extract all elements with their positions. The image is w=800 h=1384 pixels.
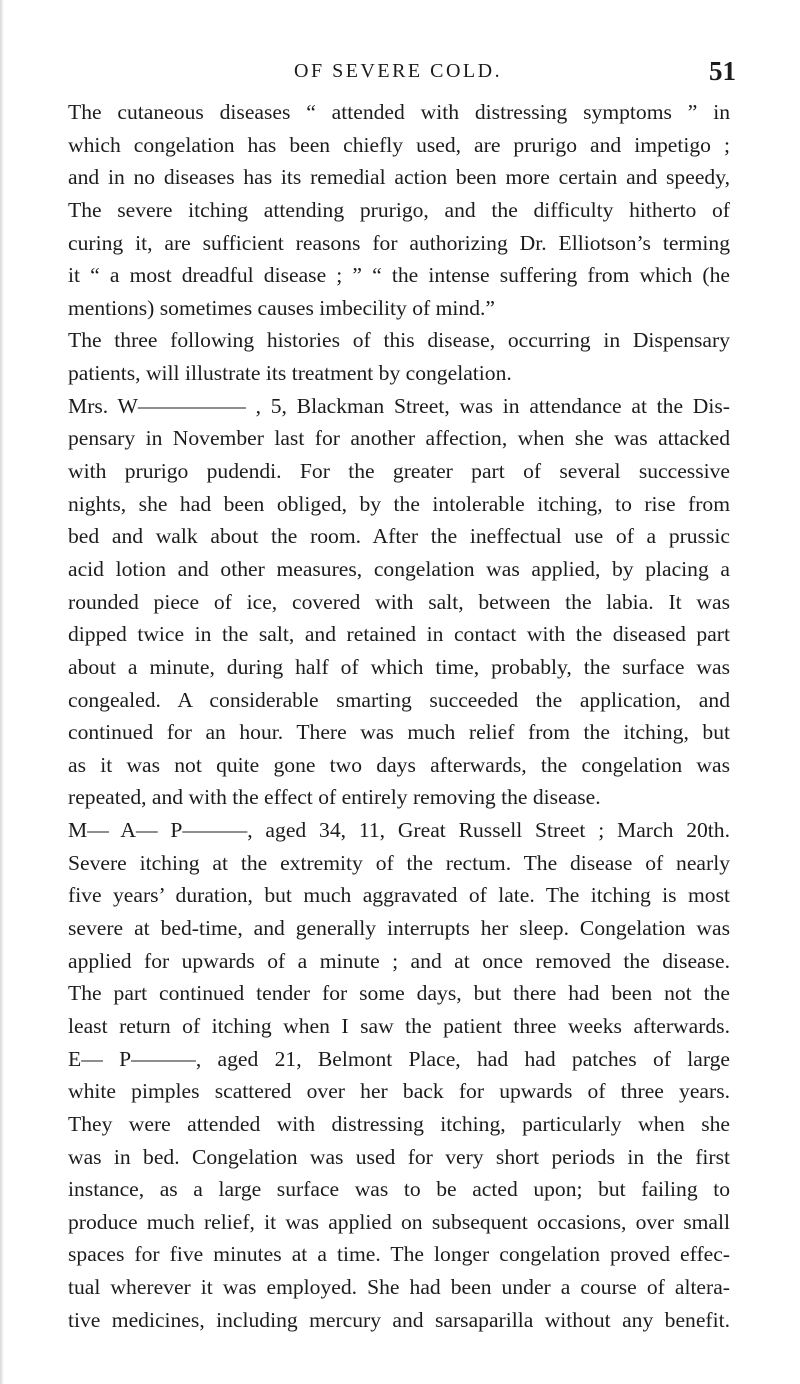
text-line: pensary in November last for another affection, when she was attacked xyxy=(68,426,730,451)
text-line: tive medicines, including mercury and sarsaparilla without any benefit. xyxy=(68,1307,730,1332)
text-line: tual wherever it was employed. She had been under a course of altera- xyxy=(68,1275,730,1300)
text-line: least return of itching when I saw the patient three weeks afterwards. xyxy=(68,1013,730,1038)
text-line: rounded piece of ice, covered with salt, between the labia. It was xyxy=(68,589,730,614)
text-line: nights, she had been obliged, by the intolerable itching, to rise from xyxy=(68,491,730,516)
text-line: curing it, are sufficient reasons for authorizing Dr. Elliotson’s terming xyxy=(68,230,730,255)
text-line: mentions) sometimes causes imbecility of mind.” xyxy=(68,295,495,320)
text-line: about a minute, during half of which time, probably, the surface was xyxy=(68,654,730,679)
text-line: instance, as a large surface was to be acted upon; but failing to xyxy=(68,1177,730,1202)
text-line: severe at bed-time, and generally interrupts her sleep. Congelation was xyxy=(68,916,730,941)
text-line: dipped twice in the salt, and retained in contact with the diseased part xyxy=(68,622,730,647)
text-line: repeated, and with the effect of entirely removing the disease. xyxy=(68,785,601,810)
text-line: was in bed. Congelation was used for very short periods in the first xyxy=(68,1144,730,1169)
text-line: produce much relief, it was applied on subsequent occasions, over small xyxy=(68,1209,730,1234)
body-text xyxy=(68,96,730,1336)
text-line: acid lotion and other measures, congelation was applied, by placing a xyxy=(68,556,730,581)
text-line: M— A— P———, aged 34, 11, Great Russell Street ; March 20th. xyxy=(68,818,730,843)
text-line: The part continued tender for some days, but there had been not the xyxy=(68,981,730,1006)
page-gutter-shadow xyxy=(0,0,4,1384)
running-title: OF SEVERE COLD. xyxy=(294,60,503,82)
text-line: congealed. A considerable smarting succeeded the application, and xyxy=(68,687,730,712)
text-line: with prurigo pudendi. For the greater part of several successive xyxy=(68,459,730,484)
text-line: and in no diseases has its remedial action been more certain and speedy, xyxy=(68,165,730,190)
text-line: white pimples scattered over her back for upwards of three years. xyxy=(68,1079,730,1104)
running-head xyxy=(0,56,800,86)
text-line: continued for an hour. There was much relief from the itching, but xyxy=(68,720,730,745)
text-line: The cutaneous diseases “ attended with distressing symptoms ” in xyxy=(68,100,730,124)
text-line: Severe itching at the extremity of the rectum. The disease of nearly xyxy=(68,850,730,875)
text-line: Mrs. W————— , 5, Blackman Street, was in attendance at the Dis- xyxy=(68,393,730,418)
text-line: as it was not quite gone two days afterwards, the congelation was xyxy=(68,752,730,777)
text-line: applied for upwards of a minute ; and at once removed the disease. xyxy=(68,948,730,973)
text-line: The three following histories of this disease, occurring in Dispensary xyxy=(68,328,730,353)
text-line: The severe itching attending prurigo, and the difficulty hitherto of xyxy=(68,197,730,222)
text-line: bed and walk about the room. After the ineffectual use of a prussic xyxy=(68,524,730,549)
text-line: spaces for five minutes at a time. The longer congelation proved effec- xyxy=(68,1242,730,1267)
text-line: which congelation has been chiefly used, are prurigo and impetigo ; xyxy=(68,132,730,157)
text-line: it “ a most dreadful disease ; ” “ the intense suffering from which (he xyxy=(68,263,730,288)
text-line: E— P———, aged 21, Belmont Place, had had patches of large xyxy=(68,1046,730,1071)
text-line: patients, will illustrate its treatment by congelation. xyxy=(68,361,512,386)
text-line: five years’ duration, but much aggravated of late. The itching is most xyxy=(68,883,730,908)
page-number: 51 xyxy=(709,56,736,86)
text-line: They were attended with distressing itching, particularly when she xyxy=(68,1111,730,1136)
